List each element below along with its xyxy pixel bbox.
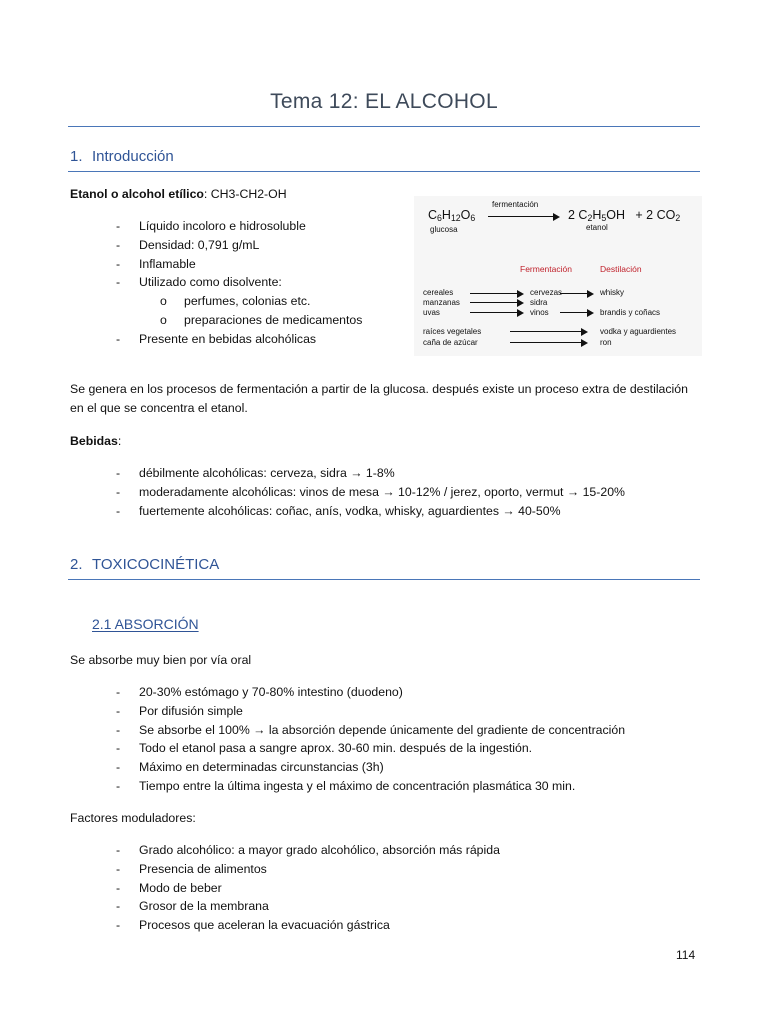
list-item: - 20-30% estómago y 70-80% intestino (duodeno) — [114, 683, 625, 702]
etanol-formula: : CH3-CH2-OH — [203, 187, 287, 201]
arrow — [510, 331, 586, 332]
product-brandis: brandis y coñacs — [600, 308, 661, 317]
source-manzanas: manzanas — [423, 298, 460, 307]
arrow — [470, 293, 522, 294]
page-title: Tema 12: EL ALCOHOL — [270, 90, 498, 113]
list-item: - Se absorbe el 100% → la absorción depende únicamente del gradiente de concentración — [114, 721, 625, 740]
product-ron: ron — [600, 338, 612, 347]
fermentation-column-header: Fermentación — [520, 264, 572, 274]
source-cana: caña de azúcar — [423, 338, 478, 347]
section-2-title: TOXICOCINÉTICA — [92, 556, 220, 573]
glucose-label: glucosa — [430, 225, 458, 234]
list-item: - Máximo en determinadas circunstancias (3h) — [114, 758, 625, 777]
list-item: - Presencia de alimentos — [114, 860, 500, 879]
list-item: - Grosor de la membrana — [114, 897, 500, 916]
source-raices: raíces vegetales — [423, 327, 482, 336]
fermentation-arrow-label: fermentación — [492, 200, 539, 209]
source-cereales: cereales — [423, 288, 454, 297]
arrow — [560, 293, 592, 294]
list-item: - Todo el etanol pasa a sangre aprox. 30-60 min. después de la ingestión. — [114, 739, 625, 758]
bebidas-line: Bebidas: — [70, 434, 122, 448]
list-item: - moderadamente alcohólicas: vinos de mesa → 10-12% / jerez, oporto, vermut → 15-20% — [114, 483, 625, 502]
fermentation-diagram — [414, 196, 702, 356]
distillation-column-header: Destilación — [600, 264, 642, 274]
section-1-number: 1. — [70, 148, 83, 165]
factores-label: Factores moduladores: — [70, 811, 196, 825]
absorcion-intro: Se absorbe muy bien por vía oral — [70, 653, 252, 667]
reaction-arrow — [488, 216, 558, 217]
product-sidra: sidra — [530, 298, 548, 307]
product-whisky: whisky — [600, 288, 625, 297]
list-item: o preparaciones de medicamentos — [160, 311, 362, 330]
section-2-heading — [70, 556, 219, 573]
list-item: - Presente en bebidas alcohólicas — [114, 330, 362, 349]
arrow — [560, 312, 592, 313]
arrow — [510, 342, 586, 343]
list-item: - Inflamable — [114, 255, 362, 274]
list-item: - Grado alcohólico: a mayor grado alcohólico, absorción más rápida — [114, 841, 500, 860]
product-vinos: vinos — [530, 308, 549, 317]
list-item: - Procesos que aceleran la evacuación gástrica — [114, 916, 500, 935]
ethanol-formula: 2 $C_2H_5OH + 2$ $CO_2$ — [568, 208, 681, 223]
factores-list — [114, 841, 500, 935]
list-item: - Por difusión simple — [114, 702, 625, 721]
etanol-label: Etanol o alcohol etílico — [70, 187, 204, 201]
source-uvas: uvas — [423, 308, 440, 317]
section-1-title: Introducción — [92, 148, 174, 165]
list-item: - Densidad: 0,791 g/mL — [114, 236, 362, 255]
properties-list — [114, 217, 362, 349]
product-vodka: vodka y aguardientes — [600, 327, 677, 336]
arrow — [470, 302, 522, 303]
arrow — [470, 312, 522, 313]
section-1-heading — [70, 148, 174, 165]
list-item: - Tiempo entre la última ingesta y el máximo de concentración plasmática 30 min. — [114, 777, 625, 796]
section-2-number: 2. — [70, 556, 83, 573]
list-item: o perfumes, colonias etc. — [160, 292, 362, 311]
title-rule — [68, 126, 700, 127]
list-item: - Modo de beber — [114, 879, 500, 898]
list-item: - débilmente alcohólicas: cerveza, sidra → 1-8% — [114, 464, 625, 483]
bebidas-label: Bebidas — [70, 434, 118, 448]
list-item: - Líquido incoloro e hidrosoluble — [114, 217, 362, 236]
ethanol-label: etanol — [586, 223, 608, 232]
page-number: 114 — [676, 948, 696, 962]
list-item — [114, 273, 362, 329]
product-cervezas: cervezas — [530, 288, 563, 297]
fermentation-paragraph: Se genera en los procesos de fermentación a partir de la glucosa. después existe un proceso extra de destilación en el que se concentra el etanol. — [70, 382, 688, 415]
absorcion-list — [114, 683, 625, 796]
subsection-heading: 2.1 ABSORCIÓN — [92, 616, 199, 632]
list-item: - fuertemente alcohólicas: coñac, anís, vodka, whisky, aguardientes → 40-50% — [114, 502, 625, 521]
solvent-sublist — [139, 292, 362, 330]
list-item-text: Utilizado como disolvente: — [139, 275, 282, 290]
glucose-formula: $C_6H_{12}O_6$ — [428, 208, 476, 223]
section-2-rule — [68, 579, 700, 580]
section-1-rule — [68, 171, 700, 172]
bebidas-list — [114, 464, 625, 520]
